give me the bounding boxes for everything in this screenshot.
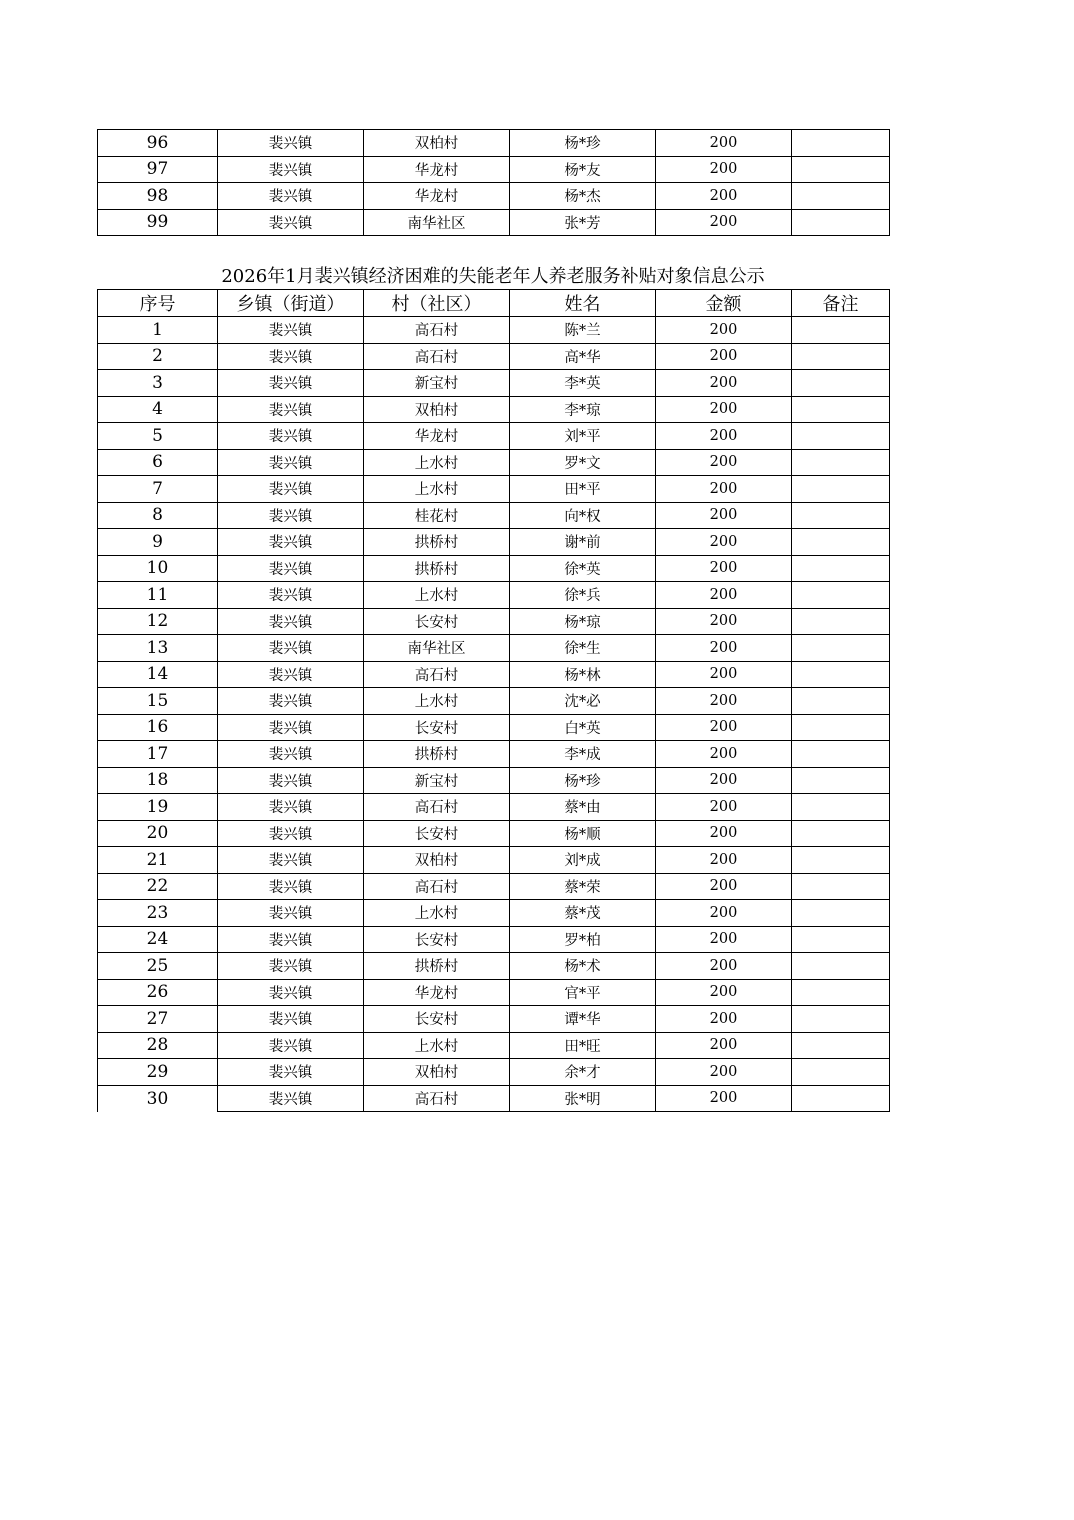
cell-note xyxy=(792,396,890,423)
table-row xyxy=(98,476,890,503)
cell-town: 裴兴镇 xyxy=(218,476,364,503)
cell-no: 22 xyxy=(98,873,218,900)
cell-name: 向*权 xyxy=(510,502,656,529)
cell-name: 田*平 xyxy=(510,476,656,503)
cell-village: 华龙村 xyxy=(364,423,510,450)
cell-no: 1 xyxy=(98,317,218,344)
document-title: 2026年1月裴兴镇经济困难的失能老年人养老服务补贴对象信息公示 xyxy=(221,266,765,287)
cell-name: 徐*生 xyxy=(510,635,656,662)
cell-name: 张*明 xyxy=(510,1085,656,1112)
table-row xyxy=(98,847,890,874)
cell-amount: 200 xyxy=(656,820,792,847)
table-row xyxy=(98,953,890,980)
cell-name: 徐*英 xyxy=(510,555,656,582)
cell-town: 裴兴镇 xyxy=(218,502,364,529)
cell-note xyxy=(792,953,890,980)
cell-name: 杨*珍 xyxy=(510,130,656,157)
table-row xyxy=(98,423,890,450)
cell-village: 华龙村 xyxy=(364,156,510,183)
cell-town: 裴兴镇 xyxy=(218,449,364,476)
cell-amount: 200 xyxy=(656,926,792,953)
table-row xyxy=(98,370,890,397)
cell-village: 拱桥村 xyxy=(364,953,510,980)
cell-village: 长安村 xyxy=(364,608,510,635)
cell-amount: 200 xyxy=(656,1059,792,1086)
cell-note xyxy=(792,1006,890,1033)
table-row xyxy=(98,661,890,688)
cell-village: 南华社区 xyxy=(364,209,510,236)
cell-town: 裴兴镇 xyxy=(218,1085,364,1112)
table-row xyxy=(98,209,890,236)
cell-note xyxy=(792,794,890,821)
cell-amount: 200 xyxy=(656,714,792,741)
cell-amount: 200 xyxy=(656,979,792,1006)
cell-village: 长安村 xyxy=(364,926,510,953)
cell-town: 裴兴镇 xyxy=(218,582,364,609)
cell-no: 7 xyxy=(98,476,218,503)
header-row xyxy=(98,290,890,317)
cell-village: 高石村 xyxy=(364,317,510,344)
cell-town: 裴兴镇 xyxy=(218,183,364,210)
cell-amount: 200 xyxy=(656,476,792,503)
cell-no: 30 xyxy=(98,1085,218,1112)
cell-town: 裴兴镇 xyxy=(218,714,364,741)
cell-town: 裴兴镇 xyxy=(218,741,364,768)
cell-village: 双柏村 xyxy=(364,396,510,423)
cell-no: 15 xyxy=(98,688,218,715)
cell-town: 裴兴镇 xyxy=(218,1059,364,1086)
cell-name: 李*琼 xyxy=(510,396,656,423)
subsidy-table-body xyxy=(98,317,890,1112)
table-row xyxy=(98,1085,890,1112)
cell-name: 白*英 xyxy=(510,714,656,741)
table-row xyxy=(98,529,890,556)
cell-name: 杨*杰 xyxy=(510,183,656,210)
cell-amount: 200 xyxy=(656,130,792,157)
cell-name: 田*旺 xyxy=(510,1032,656,1059)
table-row xyxy=(98,635,890,662)
header-name: 姓名 xyxy=(510,290,656,317)
cell-amount: 200 xyxy=(656,529,792,556)
cell-amount: 200 xyxy=(656,183,792,210)
cell-note xyxy=(792,635,890,662)
cell-village: 高石村 xyxy=(364,873,510,900)
subsidy-table xyxy=(97,289,890,1112)
cell-name: 高*华 xyxy=(510,343,656,370)
cell-town: 裴兴镇 xyxy=(218,900,364,927)
cell-name: 蔡*由 xyxy=(510,794,656,821)
cell-no: 25 xyxy=(98,953,218,980)
previous-page-table xyxy=(97,129,890,236)
cell-amount: 200 xyxy=(656,741,792,768)
cell-village: 长安村 xyxy=(364,820,510,847)
cell-no: 11 xyxy=(98,582,218,609)
cell-name: 蔡*荣 xyxy=(510,873,656,900)
cell-town: 裴兴镇 xyxy=(218,635,364,662)
cell-town: 裴兴镇 xyxy=(218,661,364,688)
cell-village: 高石村 xyxy=(364,343,510,370)
cell-no: 12 xyxy=(98,608,218,635)
table-row xyxy=(98,502,890,529)
cell-town: 裴兴镇 xyxy=(218,396,364,423)
table-row xyxy=(98,582,890,609)
cell-note xyxy=(792,661,890,688)
cell-village: 上水村 xyxy=(364,1032,510,1059)
cell-amount: 200 xyxy=(656,209,792,236)
cell-no: 20 xyxy=(98,820,218,847)
cell-no: 27 xyxy=(98,1006,218,1033)
cell-note xyxy=(792,476,890,503)
table-row xyxy=(98,1032,890,1059)
cell-village: 双柏村 xyxy=(364,1059,510,1086)
cell-no: 96 xyxy=(98,130,218,157)
cell-note xyxy=(792,582,890,609)
cell-amount: 200 xyxy=(656,1085,792,1112)
cell-town: 裴兴镇 xyxy=(218,1032,364,1059)
table-row xyxy=(98,794,890,821)
cell-village: 桂花村 xyxy=(364,502,510,529)
table-row xyxy=(98,449,890,476)
cell-village: 高石村 xyxy=(364,661,510,688)
header-note: 备注 xyxy=(792,290,890,317)
cell-town: 裴兴镇 xyxy=(218,370,364,397)
cell-no: 28 xyxy=(98,1032,218,1059)
cell-no: 99 xyxy=(98,209,218,236)
table-row xyxy=(98,714,890,741)
cell-amount: 200 xyxy=(656,502,792,529)
table-row xyxy=(98,1059,890,1086)
cell-amount: 200 xyxy=(656,900,792,927)
cell-village: 华龙村 xyxy=(364,183,510,210)
header-amount: 金额 xyxy=(656,290,792,317)
cell-town: 裴兴镇 xyxy=(218,608,364,635)
cell-amount: 200 xyxy=(656,343,792,370)
cell-no: 3 xyxy=(98,370,218,397)
cell-note xyxy=(792,608,890,635)
table-row xyxy=(98,183,890,210)
cell-town: 裴兴镇 xyxy=(218,317,364,344)
cell-name: 余*才 xyxy=(510,1059,656,1086)
cell-no: 98 xyxy=(98,183,218,210)
cell-village: 拱桥村 xyxy=(364,741,510,768)
cell-town: 裴兴镇 xyxy=(218,820,364,847)
cell-no: 18 xyxy=(98,767,218,794)
cell-town: 裴兴镇 xyxy=(218,209,364,236)
cell-no: 24 xyxy=(98,926,218,953)
cell-town: 裴兴镇 xyxy=(218,926,364,953)
cell-town: 裴兴镇 xyxy=(218,529,364,556)
cell-name: 刘*平 xyxy=(510,423,656,450)
cell-amount: 200 xyxy=(656,582,792,609)
cell-town: 裴兴镇 xyxy=(218,423,364,450)
cell-name: 李*英 xyxy=(510,370,656,397)
cell-note xyxy=(792,688,890,715)
cell-note xyxy=(792,423,890,450)
table-row xyxy=(98,608,890,635)
cell-name: 谢*前 xyxy=(510,529,656,556)
cell-amount: 200 xyxy=(656,370,792,397)
cell-village: 上水村 xyxy=(364,476,510,503)
cell-town: 裴兴镇 xyxy=(218,1006,364,1033)
table-row xyxy=(98,396,890,423)
cell-amount: 200 xyxy=(656,156,792,183)
cell-village: 新宝村 xyxy=(364,767,510,794)
table-row xyxy=(98,979,890,1006)
cell-amount: 200 xyxy=(656,635,792,662)
cell-name: 官*平 xyxy=(510,979,656,1006)
table-row xyxy=(98,741,890,768)
cell-amount: 200 xyxy=(656,608,792,635)
cell-note xyxy=(792,1059,890,1086)
cell-no: 4 xyxy=(98,396,218,423)
cell-amount: 200 xyxy=(656,1006,792,1033)
cell-note xyxy=(792,209,890,236)
cell-amount: 200 xyxy=(656,688,792,715)
table-row xyxy=(98,873,890,900)
cell-amount: 200 xyxy=(656,794,792,821)
cell-amount: 200 xyxy=(656,953,792,980)
cell-village: 高石村 xyxy=(364,1085,510,1112)
cell-note xyxy=(792,555,890,582)
cell-note xyxy=(792,741,890,768)
cell-no: 2 xyxy=(98,343,218,370)
table-row xyxy=(98,343,890,370)
table-row xyxy=(98,820,890,847)
cell-note xyxy=(792,873,890,900)
cell-no: 10 xyxy=(98,555,218,582)
table-row xyxy=(98,555,890,582)
header-town: 乡镇（街道） xyxy=(218,290,364,317)
cell-name: 沈*必 xyxy=(510,688,656,715)
cell-village: 双柏村 xyxy=(364,130,510,157)
cell-name: 徐*兵 xyxy=(510,582,656,609)
cell-village: 新宝村 xyxy=(364,370,510,397)
cell-name: 蔡*茂 xyxy=(510,900,656,927)
cell-village: 华龙村 xyxy=(364,979,510,1006)
cell-amount: 200 xyxy=(656,767,792,794)
cell-no: 5 xyxy=(98,423,218,450)
cell-town: 裴兴镇 xyxy=(218,555,364,582)
cell-amount: 200 xyxy=(656,423,792,450)
cell-note xyxy=(792,979,890,1006)
cell-village: 长安村 xyxy=(364,714,510,741)
table-row xyxy=(98,926,890,953)
cell-name: 谭*华 xyxy=(510,1006,656,1033)
cell-note xyxy=(792,370,890,397)
table-row xyxy=(98,688,890,715)
cell-note xyxy=(792,1032,890,1059)
cell-note xyxy=(792,847,890,874)
cell-note xyxy=(792,343,890,370)
cell-no: 19 xyxy=(98,794,218,821)
cell-no: 23 xyxy=(98,900,218,927)
cell-note xyxy=(792,714,890,741)
cell-town: 裴兴镇 xyxy=(218,794,364,821)
cell-name: 张*芳 xyxy=(510,209,656,236)
cell-note xyxy=(792,183,890,210)
cell-note xyxy=(792,502,890,529)
cell-town: 裴兴镇 xyxy=(218,873,364,900)
cell-note xyxy=(792,529,890,556)
table-row xyxy=(98,156,890,183)
cell-village: 南华社区 xyxy=(364,635,510,662)
cell-town: 裴兴镇 xyxy=(218,130,364,157)
cell-town: 裴兴镇 xyxy=(218,767,364,794)
cell-village: 拱桥村 xyxy=(364,555,510,582)
cell-name: 杨*琼 xyxy=(510,608,656,635)
cell-no: 9 xyxy=(98,529,218,556)
cell-no: 14 xyxy=(98,661,218,688)
cell-note xyxy=(792,130,890,157)
cell-town: 裴兴镇 xyxy=(218,953,364,980)
cell-amount: 200 xyxy=(656,317,792,344)
header-no: 序号 xyxy=(98,290,218,317)
cell-name: 杨*林 xyxy=(510,661,656,688)
cell-note xyxy=(792,156,890,183)
table-row xyxy=(98,1006,890,1033)
cell-village: 高石村 xyxy=(364,794,510,821)
cell-note xyxy=(792,317,890,344)
previous-page-table-body xyxy=(98,130,890,236)
cell-village: 上水村 xyxy=(364,449,510,476)
cell-no: 97 xyxy=(98,156,218,183)
cell-village: 拱桥村 xyxy=(364,529,510,556)
table-row xyxy=(98,767,890,794)
cell-name: 陈*兰 xyxy=(510,317,656,344)
cell-name: 杨*珍 xyxy=(510,767,656,794)
cell-village: 长安村 xyxy=(364,1006,510,1033)
cell-amount: 200 xyxy=(656,396,792,423)
cell-village: 上水村 xyxy=(364,582,510,609)
cell-amount: 200 xyxy=(656,847,792,874)
cell-amount: 200 xyxy=(656,1032,792,1059)
cell-name: 罗*柏 xyxy=(510,926,656,953)
cell-town: 裴兴镇 xyxy=(218,343,364,370)
cell-name: 李*成 xyxy=(510,741,656,768)
table-row xyxy=(98,900,890,927)
cell-no: 26 xyxy=(98,979,218,1006)
cell-note xyxy=(792,1085,890,1112)
cell-note xyxy=(792,820,890,847)
cell-no: 8 xyxy=(98,502,218,529)
cell-name: 刘*成 xyxy=(510,847,656,874)
cell-no: 6 xyxy=(98,449,218,476)
cell-amount: 200 xyxy=(656,555,792,582)
cell-name: 杨*术 xyxy=(510,953,656,980)
cell-amount: 200 xyxy=(656,661,792,688)
cell-note xyxy=(792,449,890,476)
cell-note xyxy=(792,926,890,953)
cell-village: 上水村 xyxy=(364,688,510,715)
cell-town: 裴兴镇 xyxy=(218,688,364,715)
cell-no: 13 xyxy=(98,635,218,662)
cell-town: 裴兴镇 xyxy=(218,979,364,1006)
cell-amount: 200 xyxy=(656,873,792,900)
cell-no: 29 xyxy=(98,1059,218,1086)
cell-note xyxy=(792,767,890,794)
cell-name: 杨*友 xyxy=(510,156,656,183)
table-row xyxy=(98,317,890,344)
cell-name: 杨*顺 xyxy=(510,820,656,847)
cell-no: 17 xyxy=(98,741,218,768)
cell-name: 罗*文 xyxy=(510,449,656,476)
cell-village: 上水村 xyxy=(364,900,510,927)
cell-note xyxy=(792,900,890,927)
cell-village: 双柏村 xyxy=(364,847,510,874)
cell-no: 16 xyxy=(98,714,218,741)
cell-town: 裴兴镇 xyxy=(218,156,364,183)
cell-town: 裴兴镇 xyxy=(218,847,364,874)
cell-no: 21 xyxy=(98,847,218,874)
cell-amount: 200 xyxy=(656,449,792,476)
table-row xyxy=(98,130,890,157)
header-village: 村（社区） xyxy=(364,290,510,317)
